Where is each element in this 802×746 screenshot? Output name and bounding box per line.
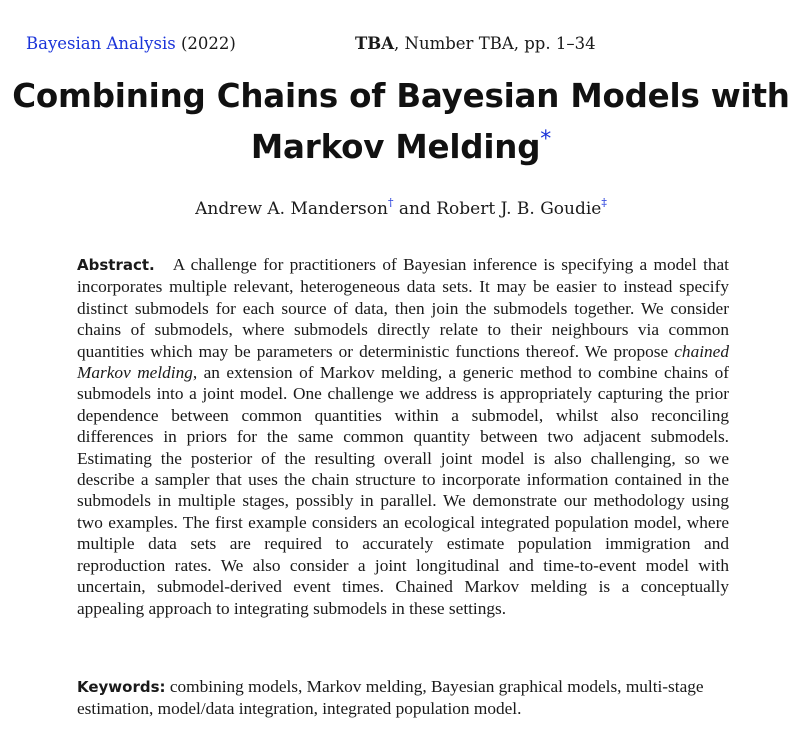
abstract-label: Abstract. (77, 256, 155, 274)
author-list (0, 196, 802, 219)
author-1: Andrew A. Manderson (195, 199, 388, 219)
title-footnote-link[interactable]: * (540, 127, 552, 152)
title-line-2 (0, 118, 802, 169)
title-line-1: Combining Chains of Bayesian Models with (12, 77, 790, 115)
paper-title (0, 74, 802, 169)
volume-details: , Number TBA, pp. 1–34 (394, 34, 596, 53)
abstract-text-2: , an extension of Markov melding, a generic method to combine chains of submodels into a joint model. One challenge we address is appropriately capturing the prior dependence between common quantities within a submodel, whilst also reconciling differences in priors for the same common quantity between two adjacent submodels. Estimating the posterior of the resulting overall joint model is also challenging, so we describe a sampler that uses the chain structure to incorporate information contained in the submodels in multiple stages, possibly in parallel. We demonstrate our methodology using two examples. The first example considers an ecological integrated population model, where multiple data sets are required to accurately estimate population immigration and reproduction rates. We also consider a joint longitudinal and time-to-event model with uncertain, submodel-derived event times. Chained Markov melding is a conceptually appealing approach to integrating submodels in these settings. (77, 363, 729, 618)
volume-info (355, 34, 596, 53)
running-header (26, 34, 726, 58)
journal-year: (2022) (180, 34, 236, 53)
author-2: Robert J. B. Goudie (436, 199, 602, 219)
keywords-label: Keywords: (77, 678, 166, 696)
title-line-2-text: Markov Melding (250, 128, 541, 166)
volume-label: TBA (355, 34, 395, 53)
abstract (77, 254, 729, 619)
author-2-footnote-link[interactable]: ‡ (601, 196, 607, 209)
journal-citation (26, 34, 236, 53)
keywords-text: combining models, Markov melding, Bayesian graphical models, multi-stage estimation, model/data integration, integrated population model. (77, 677, 704, 719)
author-connector: and (393, 199, 437, 219)
abstract-text-1: A challenge for practitioners of Bayesian inference is specifying a model that incorporates multiple relevant, heterogeneous data sets. It may be easier to instead specify distinct submodels for each source of data, then join the submodels together. We consider chains of submodels, where submodels directly relate to their neighbours via common quantities which may be parameters or deterministic functions thereof. We propose (77, 255, 729, 361)
journal-link[interactable]: Bayesian Analysis (26, 34, 176, 53)
author-1-footnote-link[interactable]: † (387, 196, 394, 209)
abstract-emphasis: chained Markov melding (77, 341, 729, 383)
keywords (77, 676, 729, 720)
